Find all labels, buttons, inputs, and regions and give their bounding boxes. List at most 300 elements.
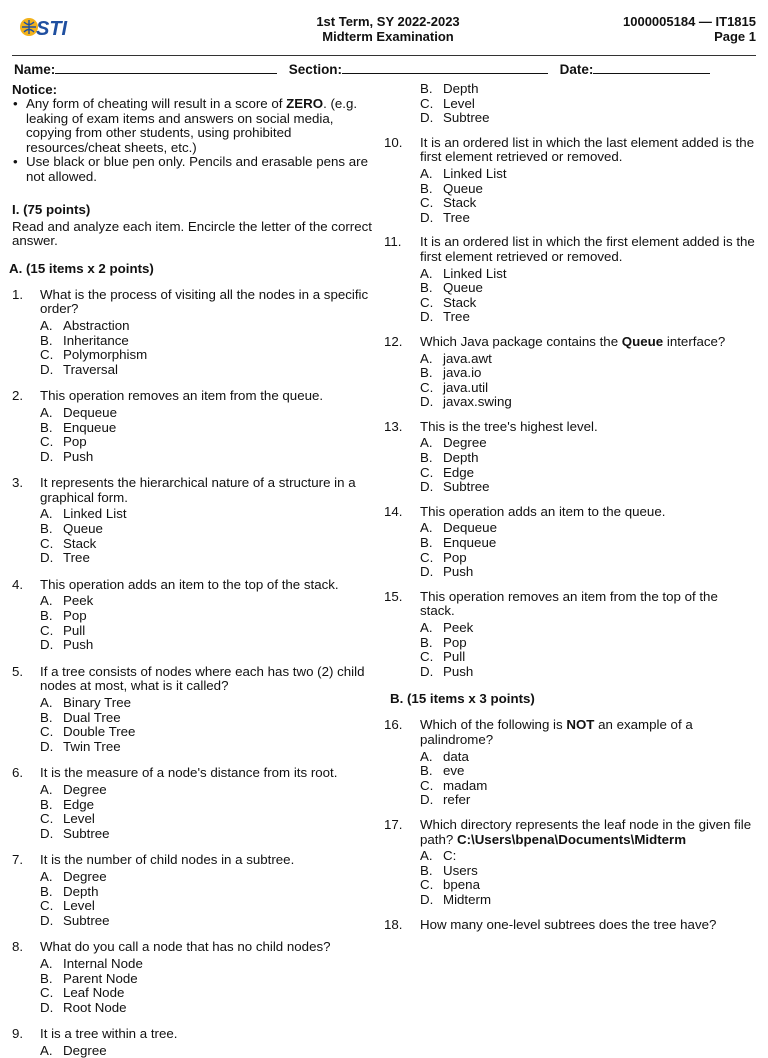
answer-option[interactable] [420,451,756,466]
option-text: Subtree [443,479,490,495]
option-letter: B. [40,419,53,435]
question-body [40,1027,378,1058]
question-text: This operation removes an item from the top of the stack. [420,588,718,619]
continued-options [420,82,756,126]
date-field[interactable] [593,61,710,74]
option-text: Degree [63,781,107,797]
answer-option[interactable] [40,319,378,334]
answer-option[interactable] [420,636,756,651]
question-body [420,818,756,908]
answer-option[interactable] [420,196,756,211]
answer-option[interactable] [420,310,756,325]
question-text: It represents the hierarchical nature of a structure in a graphical form. [40,475,356,505]
question-body [420,335,756,410]
exam-title [238,14,538,44]
option-text: java.io [443,365,482,381]
option-letter: B. [420,365,433,381]
option-letter: D. [40,550,54,566]
answer-options [40,406,378,464]
question-body [420,136,756,226]
answer-option[interactable] [420,97,756,112]
option-text: Degree [443,435,487,451]
answer-option[interactable] [40,1001,378,1016]
answer-option[interactable] [420,650,756,665]
option-letter: A. [420,848,433,864]
answer-option[interactable] [420,466,756,481]
answer-option[interactable] [420,779,756,794]
section-title: I. (75 points) [12,201,91,217]
answer-options [420,167,756,225]
question-number: 13. [384,418,403,434]
option-letter: D. [420,394,434,410]
question-item [12,665,378,755]
option-text: Abstraction [63,317,130,333]
answer-options [420,436,756,494]
option-text: Level [443,95,475,111]
option-letter: D. [420,209,434,225]
notice-item: • Any form of cheating will result in a score of ZERO. (e.g. leaking of exam items and answers on social media, copying from other students, using prohibited resources/cheat sheets, etc.) [12,97,378,155]
option-letter: D. [420,479,434,495]
option-letter: A. [40,695,53,710]
answer-option[interactable] [40,1044,378,1058]
question-body [420,235,756,325]
question-number: 4. [12,576,24,592]
question-text: This operation adds an item to the queue. [420,503,666,519]
answer-option[interactable] [40,406,378,421]
answer-option[interactable] [420,211,756,226]
answer-option[interactable] [420,82,756,97]
option-letter: D. [420,309,434,325]
question-body [420,590,756,680]
option-letter: B. [40,608,53,624]
option-text: Depth [443,81,479,96]
option-letter: B. [420,450,433,466]
question-text: Which Java package contains the Queue interface? [420,333,726,349]
option-text: Internal Node [63,955,143,971]
answer-options [40,696,378,754]
question-item [384,335,756,410]
answer-option[interactable] [40,638,378,653]
doc-info [623,14,756,44]
option-text: Push [443,663,474,679]
option-letter: C. [40,535,54,551]
option-letter: C. [40,724,54,740]
option-text: Tree [443,209,470,225]
answer-option[interactable] [420,878,756,893]
question-number: 7. [12,852,24,868]
option-letter: C. [40,434,54,450]
question-number: 12. [384,333,403,349]
question-number: 11. [384,234,402,250]
answer-option[interactable] [40,899,378,914]
answer-option[interactable] [40,334,378,349]
answer-options [40,319,378,377]
option-text: Dequeue [443,520,497,536]
answer-option[interactable] [40,783,378,798]
option-text: refer [443,792,471,808]
option-letter: D. [420,891,434,907]
option-text: Degree [63,1042,107,1058]
answer-option[interactable] [40,957,378,972]
option-letter: A. [420,748,433,764]
answer-option[interactable] [40,421,378,436]
option-letter: C. [420,549,434,565]
option-text: Linked List [443,265,507,281]
question-number: 2. [12,388,24,404]
answer-option[interactable] [40,812,378,827]
option-letter: B. [40,970,53,986]
question-number: 14. [384,503,403,519]
answer-options [40,783,378,841]
option-text: Edge [443,464,475,480]
question-body [420,718,756,808]
answer-option[interactable] [420,551,756,566]
question-body [420,420,756,495]
answer-option[interactable] [420,893,756,908]
answer-option[interactable] [40,711,378,726]
answer-option[interactable] [420,296,756,311]
answer-option[interactable] [40,827,378,842]
option-text: Push [443,564,474,580]
question-body [40,578,378,653]
answer-options [420,267,756,325]
option-letter: D. [420,564,434,580]
answer-option[interactable] [420,849,756,864]
question-item [12,288,378,378]
option-text: Stack [443,195,477,211]
answer-option[interactable] [420,480,756,495]
option-text: Pop [443,634,467,650]
option-letter: B. [420,862,433,878]
option-text: Pop [63,434,87,450]
question-number: 6. [12,765,24,781]
question-item [12,476,378,566]
question-item [12,1027,378,1058]
option-text: Queue [63,521,103,537]
option-text: Dequeue [63,404,117,420]
option-letter: D. [420,110,434,126]
part-a-title: A. (15 items x 2 points) [9,260,154,276]
question-item [12,578,378,653]
answer-option[interactable] [40,624,378,639]
question-text: It is an ordered list in which the last element added is the first element retrieved or removed. [420,134,755,165]
option-text: Pop [443,549,467,565]
option-text: Level [63,811,95,827]
option-text: C: [443,848,457,864]
answer-option[interactable] [420,793,756,808]
answer-option[interactable] [40,870,378,885]
question-text: This operation adds an item to the top of the stack. [40,576,339,592]
option-text: Linked List [63,506,127,522]
answer-option[interactable] [420,381,756,396]
option-letter: B. [40,709,53,725]
option-letter: A. [40,868,53,884]
option-letter: D. [40,912,54,928]
left-column [9,82,378,1058]
option-text: Polymorphism [63,347,148,363]
question-number: 5. [12,663,24,679]
answer-option[interactable] [40,798,378,813]
option-letter: A. [40,506,53,522]
option-text: Double Tree [63,724,136,740]
option-text: bpena [443,877,480,893]
answer-option[interactable] [420,111,756,126]
page-header [0,0,768,52]
option-text: Dual Tree [63,709,121,725]
question-item [12,940,378,1015]
answer-option[interactable] [420,764,756,779]
answer-option[interactable] [40,594,378,609]
answer-option[interactable] [420,621,756,636]
option-text: Pull [63,622,86,638]
answer-option[interactable] [420,436,756,451]
question-text: What is the process of visiting all the nodes in a specific order? [40,286,369,317]
option-text: Stack [443,294,477,310]
option-letter: C. [420,464,434,480]
option-text: Users [443,862,478,878]
option-text: Tree [63,550,90,566]
option-text: Subtree [443,110,490,126]
question-item [384,818,756,908]
option-letter: A. [420,435,433,451]
question-number: 10. [384,134,403,150]
option-text: Peek [63,593,94,609]
answer-options [420,849,756,907]
option-letter: A. [420,165,433,181]
answer-option[interactable] [40,363,378,378]
option-text: Subtree [63,825,110,841]
answer-option[interactable] [420,521,756,536]
answer-options [40,1044,378,1058]
question-item [384,235,756,325]
option-text: data [443,748,469,764]
section-field[interactable] [342,61,548,74]
option-letter: D. [420,792,434,808]
answer-options [40,594,378,652]
option-letter: B. [420,280,433,296]
option-letter: D. [420,663,434,679]
option-text: Linked List [443,165,507,181]
question-number: 8. [12,939,24,955]
option-letter: B. [420,535,433,551]
question-text: Which directory represents the leaf node in the given file path? C:\Users\bpena\Documents\Midterm [420,816,752,847]
answer-option[interactable] [40,986,378,1001]
logo-text: STI [36,18,68,40]
answer-options [420,621,756,679]
header-divider [12,55,756,56]
option-text: Push [63,448,94,464]
option-text: Midterm [443,891,492,907]
question-spacer [12,1015,378,1027]
answer-options [420,750,756,808]
question-item [12,853,378,928]
option-letter: C. [40,347,54,363]
answer-option[interactable] [40,725,378,740]
student-info-fields [14,61,754,77]
question-body [420,918,756,933]
answer-option[interactable] [40,522,378,537]
answer-option[interactable] [40,972,378,987]
answer-options [420,352,756,410]
answer-option[interactable] [420,281,756,296]
answer-option[interactable] [40,740,378,755]
option-letter: C. [420,294,434,310]
option-text: Enqueue [63,419,117,435]
option-letter: C. [420,777,434,793]
option-text: java.util [443,379,489,395]
question-body [40,766,378,841]
option-letter: B. [40,521,53,537]
option-text: Level [63,898,95,914]
question-list-right-b [384,718,756,932]
option-text: Pull [443,649,466,665]
notice-list [12,97,378,185]
option-letter: D. [40,361,54,377]
option-letter: B. [420,634,433,650]
answer-option[interactable] [40,914,378,929]
term-line: 1st Term, SY 2022-2023 [316,14,460,29]
option-text: Queue [443,180,483,196]
question-body [420,505,756,580]
option-letter: C. [40,811,54,827]
question-number: 15. [384,588,403,604]
answer-option[interactable] [40,450,378,465]
option-letter: A. [40,404,53,420]
question-list-right [384,136,756,680]
option-text: Traversal [63,361,118,377]
question-text: It is the measure of a node's distance from its root. [40,765,338,781]
option-letter: C. [420,877,434,893]
option-text: Queue [443,280,483,296]
answer-option[interactable] [420,182,756,197]
answer-option[interactable] [420,366,756,381]
question-item [384,590,756,680]
answer-option[interactable] [40,609,378,624]
date-label: Date: [559,62,594,77]
option-text: Root Node [63,999,127,1015]
instructions: Read and analyze each item. Encircle the letter of the correct answer. [12,218,372,249]
option-letter: D. [40,738,54,754]
answer-option[interactable] [40,537,378,552]
option-text: Subtree [63,912,110,928]
question-item [384,420,756,495]
option-text: Inheritance [63,332,129,348]
question-number: 17. [384,816,403,832]
option-text: Push [63,637,94,653]
answer-option[interactable] [420,565,756,580]
answer-option[interactable] [40,551,378,566]
answer-option[interactable] [40,435,378,450]
option-letter: B. [40,883,53,899]
question-text: It is an ordered list in which the first element added is the first element retrieved or removed. [420,234,755,264]
answer-options [40,870,378,928]
option-text: Enqueue [443,535,497,551]
option-letter: C. [420,95,434,111]
page-number: Page 1 [714,29,756,44]
answer-option[interactable] [420,352,756,367]
question-text: It is a tree within a tree. [40,1026,178,1042]
section-label: Section: [288,62,343,77]
question-text: If a tree consists of nodes where each has two (2) child nodes at most, what is it called? [40,663,365,694]
notice-item: • Use black or blue pen only. Pencils and erasable pens are not allowed. [12,155,378,184]
question-body [40,389,378,464]
option-text: eve [443,763,465,779]
answer-option[interactable] [420,395,756,410]
answer-option[interactable] [420,665,756,680]
question-spacer [384,908,756,918]
question-text: What do you call a node that has no child nodes? [40,939,331,955]
option-text: Tree [443,309,470,325]
question-body [40,288,378,378]
answer-option[interactable] [40,885,378,900]
option-text: java.awt [443,350,492,366]
question-text: Which of the following is NOT an example of a palindrome? [420,717,693,747]
option-text: Binary Tree [63,695,131,710]
question-text: This is the tree's highest level. [420,418,598,434]
option-letter: B. [420,180,433,196]
option-letter: B. [40,332,53,348]
question-item [384,136,756,226]
question-body [40,665,378,755]
option-text: javax.swing [443,394,512,410]
answer-option[interactable] [40,348,378,363]
question-item [384,918,756,933]
option-letter: A. [420,520,433,536]
answer-option[interactable] [40,507,378,522]
question-number: 1. [12,286,24,302]
answer-option[interactable] [40,696,378,711]
question-body [40,853,378,928]
option-letter: A. [420,350,433,366]
option-text: Pop [63,608,87,624]
right-column [384,82,756,932]
answer-option[interactable] [420,167,756,182]
answer-option[interactable] [420,864,756,879]
option-letter: B. [420,81,433,96]
option-letter: C. [420,195,434,211]
option-text: Peek [443,620,474,635]
option-text: Parent Node [63,970,138,986]
option-letter: D. [40,448,54,464]
question-number: 18. [384,916,403,932]
option-letter: A. [420,265,433,281]
question-number: 3. [12,475,24,491]
option-letter: D. [40,637,54,653]
option-letter: A. [40,781,53,797]
question-number: 16. [384,717,403,733]
option-text: Twin Tree [63,738,121,754]
option-text: Depth [63,883,99,899]
answer-option[interactable] [420,536,756,551]
name-field[interactable] [55,61,277,74]
part-b-title: B. (15 items x 3 points) [390,691,535,707]
option-text: Leaf Node [63,985,125,1001]
answer-option[interactable] [420,750,756,765]
sti-logo [18,12,76,42]
answer-options [40,957,378,1015]
option-letter: A. [40,593,53,609]
option-letter: B. [40,796,53,812]
question-text: How many one-level subtrees does the tree have? [420,916,717,932]
question-spacer [12,653,378,665]
answer-option[interactable] [420,267,756,282]
name-label: Name: [14,62,56,77]
option-letter: D. [40,999,54,1015]
option-text: Edge [63,796,95,812]
option-text: Stack [63,535,97,551]
option-letter: C. [420,379,434,395]
question-list-left [12,288,378,1058]
